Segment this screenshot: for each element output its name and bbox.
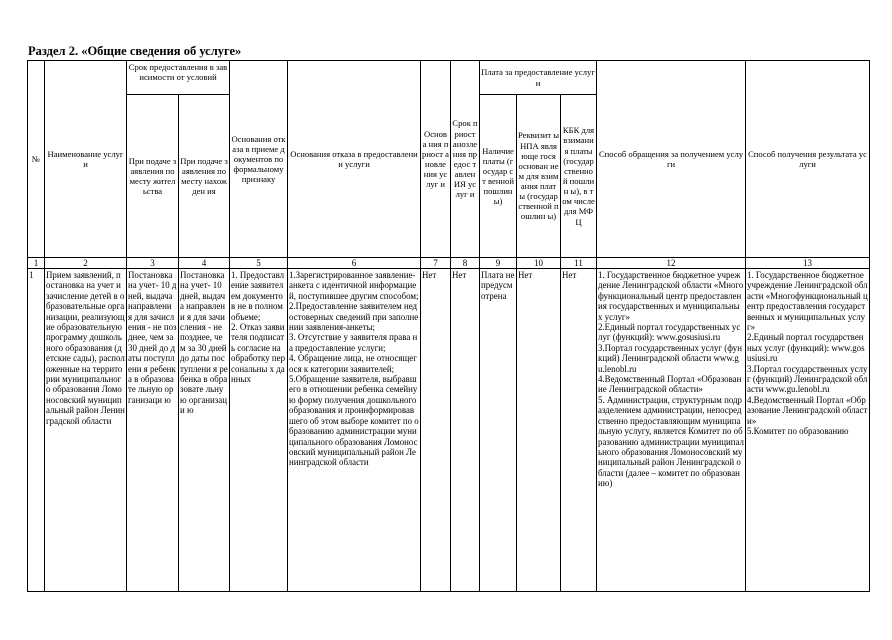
section-title: Раздел 2. «Общие сведения об услуге» [28,44,242,58]
table-row [28,269,870,592]
header-term-residence: При подаче заявления по месту жительства [127,95,179,258]
cell-suspension-term: Нет [451,269,480,592]
cell-refusal-service: 1.Зарегистрированное заявление-анкета с идентичной информацией, поступившее другим способом; 2.Предоставление заявителем недостоверных сведений при заполнении заявления-анкеты; 3. Отсутствие у заявителя права на предоставление услуги; 4. Обращение лица, не относящегося к категории заявителей; 5.Обращение заявителя, выбравшего в отношении ребенка семейную форму получения дошкольного образования и проинформировавшего об этом выборе комитет по образованию администрации муниципального образования Ломоносовский муниципальный район Ленинградской области [288,269,421,592]
cell-fee-npa: Нет [517,269,561,592]
header-refusal-docs: Основания отказа в приеме документов по формальному признаку [230,61,288,258]
column-number: 11 [561,258,597,269]
cell-term-residence: Постановка на учет- 10 дней, выдача направлени я для зачисления - не позднее, чем за 30 дней до даты поступлени я ребенка в образовате льную организаци ю [127,269,179,592]
header-fee-npa: Реквизит ы НПА являюще гося основан ием для взимания платы (государ ственной пошлин ы) [517,95,561,258]
cell-application-method: 1. Государственное бюджетное учреждение Ленинградской области «Многофункциональный центр предоставления государственных и муниципальных услуг» 2.Единый портал государственных услуг (функций): www.gosusiusi.ru 3.Портал государственных услуг (функций) Ленинградской области www.gu.lenobl.ru 4.Ведомственный Портал «Образование Ленинградской области» 5. Администрация, структурным подразделением администрации, непосредственно предоставляющим муниципальную услугу, является Комитет по образованию администрации муниципального образования Ломоносовский муниципальный район Ленинградской области (далее – комитет по образованию) [597,269,746,592]
column-number: 2 [45,258,127,269]
header-suspension-term: Срок приост анозле ния предос тавлен ИЯ услуг и [451,61,480,258]
column-number: 8 [451,258,480,269]
header-service-name: Наименование услуги [45,61,127,258]
header-fee-kbk: КБК для взимани я платы (государ ственно й пошлин ы), в том числе для МФЦ [561,95,597,258]
header-refusal-service: Основания отказа в предоставлении услуги [288,61,421,258]
column-number: 3 [127,258,179,269]
header-fee-group: Плата за предоставление услуги [480,61,597,95]
column-numbers-row [28,258,870,269]
header-term-group: Срок предоставления в зависимости от условий [127,61,230,95]
column-number: 12 [597,258,746,269]
cell-suspension-grounds: Нет [421,269,451,592]
column-number: 10 [517,258,561,269]
column-number: 5 [230,258,288,269]
cell-service-name: Прием заявлений, постановка на учет и зачисление детей в образовательные организации, реализующие образовательную программу дошкольного образования (детские сады), расположенные на территории муниципального образования Ломоносовский муниципальный район Ленинградской области [45,269,127,592]
cell-number: 1 [28,269,45,592]
cell-term-location: Постановка на учет- 10 дней, выдача направлени я для зачисления - не позднее, чем за 30 дней до даты поступлени я ребенка в образовате льную организаци ю [179,269,230,592]
cell-fee-kbk: Нет [561,269,597,592]
column-number: 13 [746,258,870,269]
header-term-location: При подаче заявления по месту нахожден ия [179,95,230,258]
cell-result-method: 1. Государственное бюджетное учреждение Ленинградской области «Многофункциональный центр предоставления государственных и муниципальных услуг» 2.Единый портал государственных услуг (функций): www.gosusiusi.ru 3.Портал государственных услуг (функций) Ленинградской области www.gu.lenobl.ru 4.Ведомственный Портал «Образование Ленинградской области» 5.Комитет по образованию [746,269,870,592]
column-number: 6 [288,258,421,269]
column-number: 9 [480,258,517,269]
column-number: 7 [421,258,451,269]
header-result-method: Способ получения результата услуги [746,61,870,258]
cell-refusal-docs: 1. Предоставл ение заявителем документов не в полном объеме; 2. Отказ заявителя подписать согласие на обработку персональны х данных [230,269,288,592]
header-number: № [28,61,45,258]
cell-fee-presence: Плата не предусм отрена [480,269,517,592]
header-suspension-grounds: Основ а ния приост ановле ния услуг и [421,61,451,258]
header-fee-presence: Наличие платы (государ ст венной пошлин ы) [480,95,517,258]
column-number: 1 [28,258,45,269]
services-table [27,60,870,592]
column-number: 4 [179,258,230,269]
header-application-method: Способ обращения за получением услуги [597,61,746,258]
